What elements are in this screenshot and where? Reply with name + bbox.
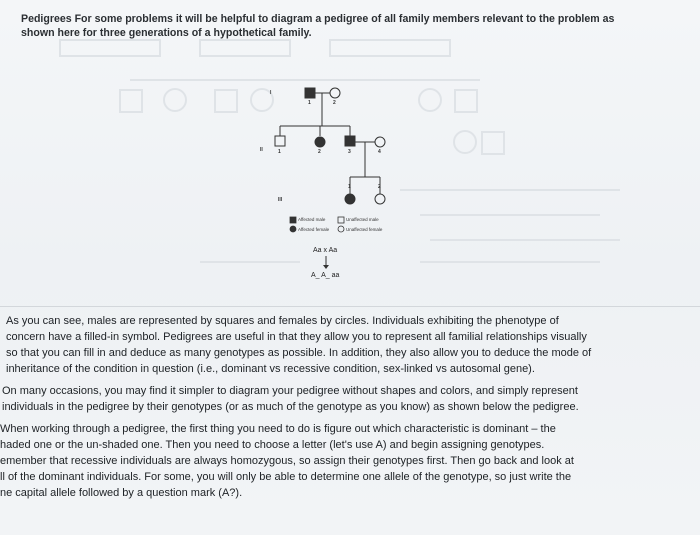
offspring-genotypes: A_ A_ aa — [311, 272, 340, 279]
p3-line-4: ll of the dominant individuals. For some, you will only be able to determine one allele of the genotype, so just write the — [0, 471, 572, 483]
intro-line-1: Pedigrees For some problems it will be helpful to diagram a pedigree of all family members relevant to the problem as — [21, 13, 615, 25]
gen2-male-unaffected — [275, 136, 285, 146]
gen2-female-affected — [315, 137, 325, 147]
paragraph-3 — [0, 421, 700, 501]
legend-unaffected-female: Unaffected female — [346, 227, 383, 232]
legend-unaffected-male-symbol — [338, 217, 344, 223]
gen2-number-3: 3 — [348, 149, 351, 155]
divider — [0, 306, 700, 307]
gen1-male-affected — [305, 88, 315, 98]
gen1-female-unaffected — [330, 88, 340, 98]
gen2-male-affected — [345, 136, 355, 146]
p1-line-4: inheritance of the condition in question (i.e., dominant vs recessive condition, sex-linked vs autosomal gene). — [6, 363, 535, 375]
gen3-female-affected — [345, 194, 355, 204]
legend-affected-male: Affected male — [298, 217, 326, 222]
p3-line-5: ne capital allele followed by a question mark (A?). — [0, 487, 243, 499]
legend-unaffected-female-symbol — [338, 226, 344, 232]
gen3-number-2: 2 — [378, 184, 381, 190]
down-arrow-icon — [322, 256, 330, 270]
p2-line-2: individuals in the pedigree by their genotypes (or as much of the genotype as you know) as shown below the pedigree. — [2, 401, 579, 413]
gen2-number-2: 2 — [318, 149, 321, 155]
legend-affected-female: Affected female — [298, 227, 330, 232]
pedigree-svg — [250, 82, 420, 242]
paragraph-1 — [0, 313, 700, 377]
gen-label-1: I — [270, 90, 272, 96]
body-text — [0, 313, 700, 501]
gen2-number-1: 1 — [278, 149, 281, 155]
p3-line-1: When working through a pedigree, the first thing you need to do is figure out which characteristic is dominant – the — [0, 423, 556, 435]
gen3-female-unaffected — [375, 194, 385, 204]
p2-line-1: On many occasions, you may find it simpler to diagram your pedigree without shapes and colors, and simply represent — [2, 385, 578, 397]
pedigree-diagram — [250, 82, 420, 242]
p3-line-3: emember that recessive individuals are always homozygous, so assign their genotypes first. Then go back and look at — [0, 455, 574, 467]
p1-line-3: so that you can fill in and deduce as many genotypes as possible. In addition, they also allow you to deduce the mode of — [6, 347, 592, 359]
gen-label-3: III — [278, 197, 283, 203]
p3-line-2: haded one or the un-shaded one. Then you need to choose a letter (let's use A) and begin assigning genotypes. — [0, 439, 545, 451]
intro-line-2: shown here for three generations of a hypothetical family. — [21, 27, 312, 39]
legend-unaffected-male: Unaffected male — [346, 217, 379, 222]
gen3-number-1: 1 — [348, 184, 351, 190]
p1-line-1: As you can see, males are represented by squares and females by circles. Individuals exhibiting the phenotype of — [6, 315, 559, 327]
gen2-number-4: 4 — [378, 149, 381, 155]
genotype-cross: Aa x Aa — [313, 247, 338, 254]
gen-label-2: II — [260, 147, 263, 153]
gen1-number-1: 1 — [308, 100, 311, 106]
legend-affected-female-symbol — [290, 226, 296, 232]
paragraph-2 — [0, 383, 700, 415]
legend-affected-male-symbol — [290, 217, 296, 223]
gen2-female-unaffected-spouse — [375, 137, 385, 147]
p1-line-2: concern have a filled-in symbol. Pedigrees are useful in that they allow you to represent all familial relationships visually — [6, 331, 587, 343]
gen1-number-2: 2 — [333, 100, 336, 106]
